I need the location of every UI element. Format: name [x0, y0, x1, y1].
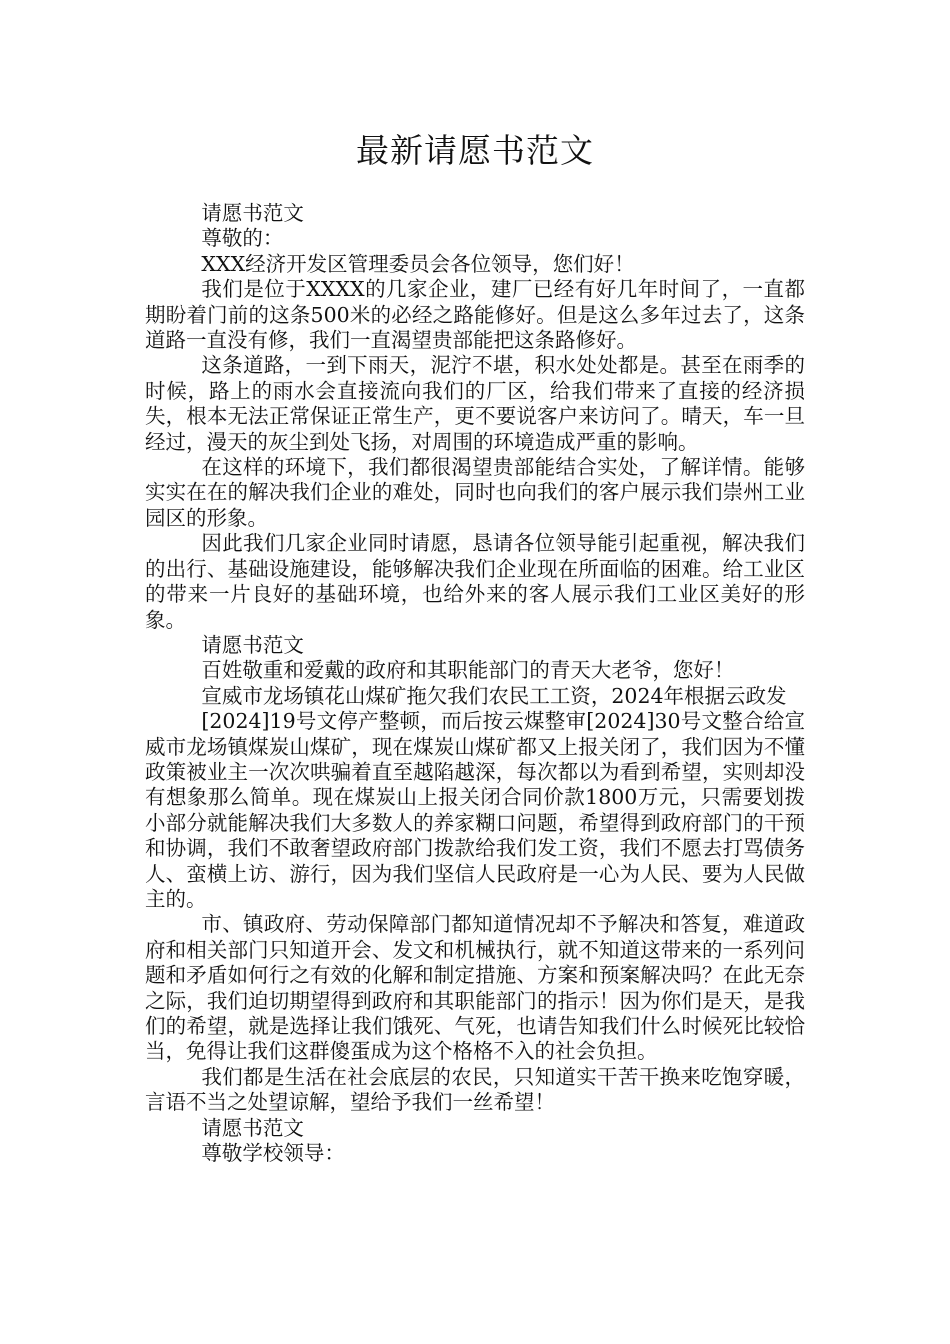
- document-title: 最新请愿书范文: [356, 131, 594, 170]
- paragraph: 尊敬学校领导：: [201, 1141, 345, 1166]
- paragraph: 尊敬的：: [201, 226, 284, 251]
- paragraph: [2024]19号文停产整顿，而后按云煤整审[2024]30号文整合给宣威市龙场镇煤炭山煤矿，现在煤炭山煤矿都又上报关闭了，我们因为不懂政策被业主一次次哄骗着直至越陷越深，每次都以为看到希望，实则却没有想象那么简单。现在煤炭山上报关闭合同价款1800万元，只需要划拨小部分就能解决我们大多数人的养家糊口问题，希望得到政府部门的干预和协调，我们不敢奢望政府部门拨款给我们发工资，我们不愿去打骂债务人、蛮横上访、游行，因为我们坚信人民政府是一心为人民、要为人民做主的。: [145, 709, 805, 911]
- paragraph: 百姓敬重和爱戴的政府和其职能部门的青天大老爷，您好！: [201, 658, 735, 683]
- paragraph: 市、镇政府、劳动保障部门都知道情况却不予解决和答复，难道政府和相关部门只知道开会、发文和机械执行，就不知道这带来的一系列问题和矛盾如何行之有效的化解和制定措施、方案和预案解决吗？在此无奈之际，我们迫切期望得到政府和其职能部门的指示！因为你们是天，是我们的希望，就是选择让我们饿死、气死，也请告知我们什么时候死比较恰当，免得让我们这群傻蛋成为这个格格不入的社会负担。: [145, 912, 805, 1064]
- paragraph: 在这样的环境下，我们都很渴望贵部能结合实处，了解详情。能够实实在在的解决我们企业的难处，同时也向我们的客户展示我们崇州工业园区的形象。: [145, 455, 805, 530]
- paragraph: 这条道路，一到下雨天，泥泞不堪，积水处处都是。甚至在雨季的时候，路上的雨水会直接流向我们的厂区，给我们带来了直接的经济损失，根本无法正常保证正常生产，更不要说客户来访问了。晴天，车一旦经过，漫天的灰尘到处飞扬，对周围的环境造成严重的影响。: [145, 353, 805, 454]
- paragraph: XXX经济开发区管理委员会各位领导，您们好！: [201, 251, 635, 276]
- paragraph: 因此我们几家企业同时请愿，恳请各位领导能引起重视，解决我们的出行、基础设施建设，能够解决我们企业现在所面临的困难。给工业区的带来一片良好的基础环境，也给外来的客人展示我们工业区美好的形象。: [145, 531, 805, 632]
- paragraph: 请愿书范文: [201, 201, 304, 225]
- paragraph: 我们是位于XXXX的几家企业，建厂已经有好几年时间了，一直都期盼着门前的这条500米的必经之路能修好。但是这么多年过去了，这条道路一直没有修，我们一直渴望贵部能把这条路修好。: [145, 277, 805, 353]
- paragraph: 我们都是生活在社会底层的农民，只知道实干苦干换来吃饱穿暖，言语不当之处望谅解，望给予我们一丝希望！: [145, 1064, 805, 1115]
- document-page: [145, 0, 805, 1166]
- paragraph: 请愿书范文: [201, 632, 304, 657]
- paragraph: 请愿书范文: [201, 1115, 304, 1140]
- paragraph: 宣威市龙场镇花山煤矿拖欠我们农民工工资，2024年根据云政发: [201, 683, 787, 708]
- document-body: [145, 201, 805, 1166]
